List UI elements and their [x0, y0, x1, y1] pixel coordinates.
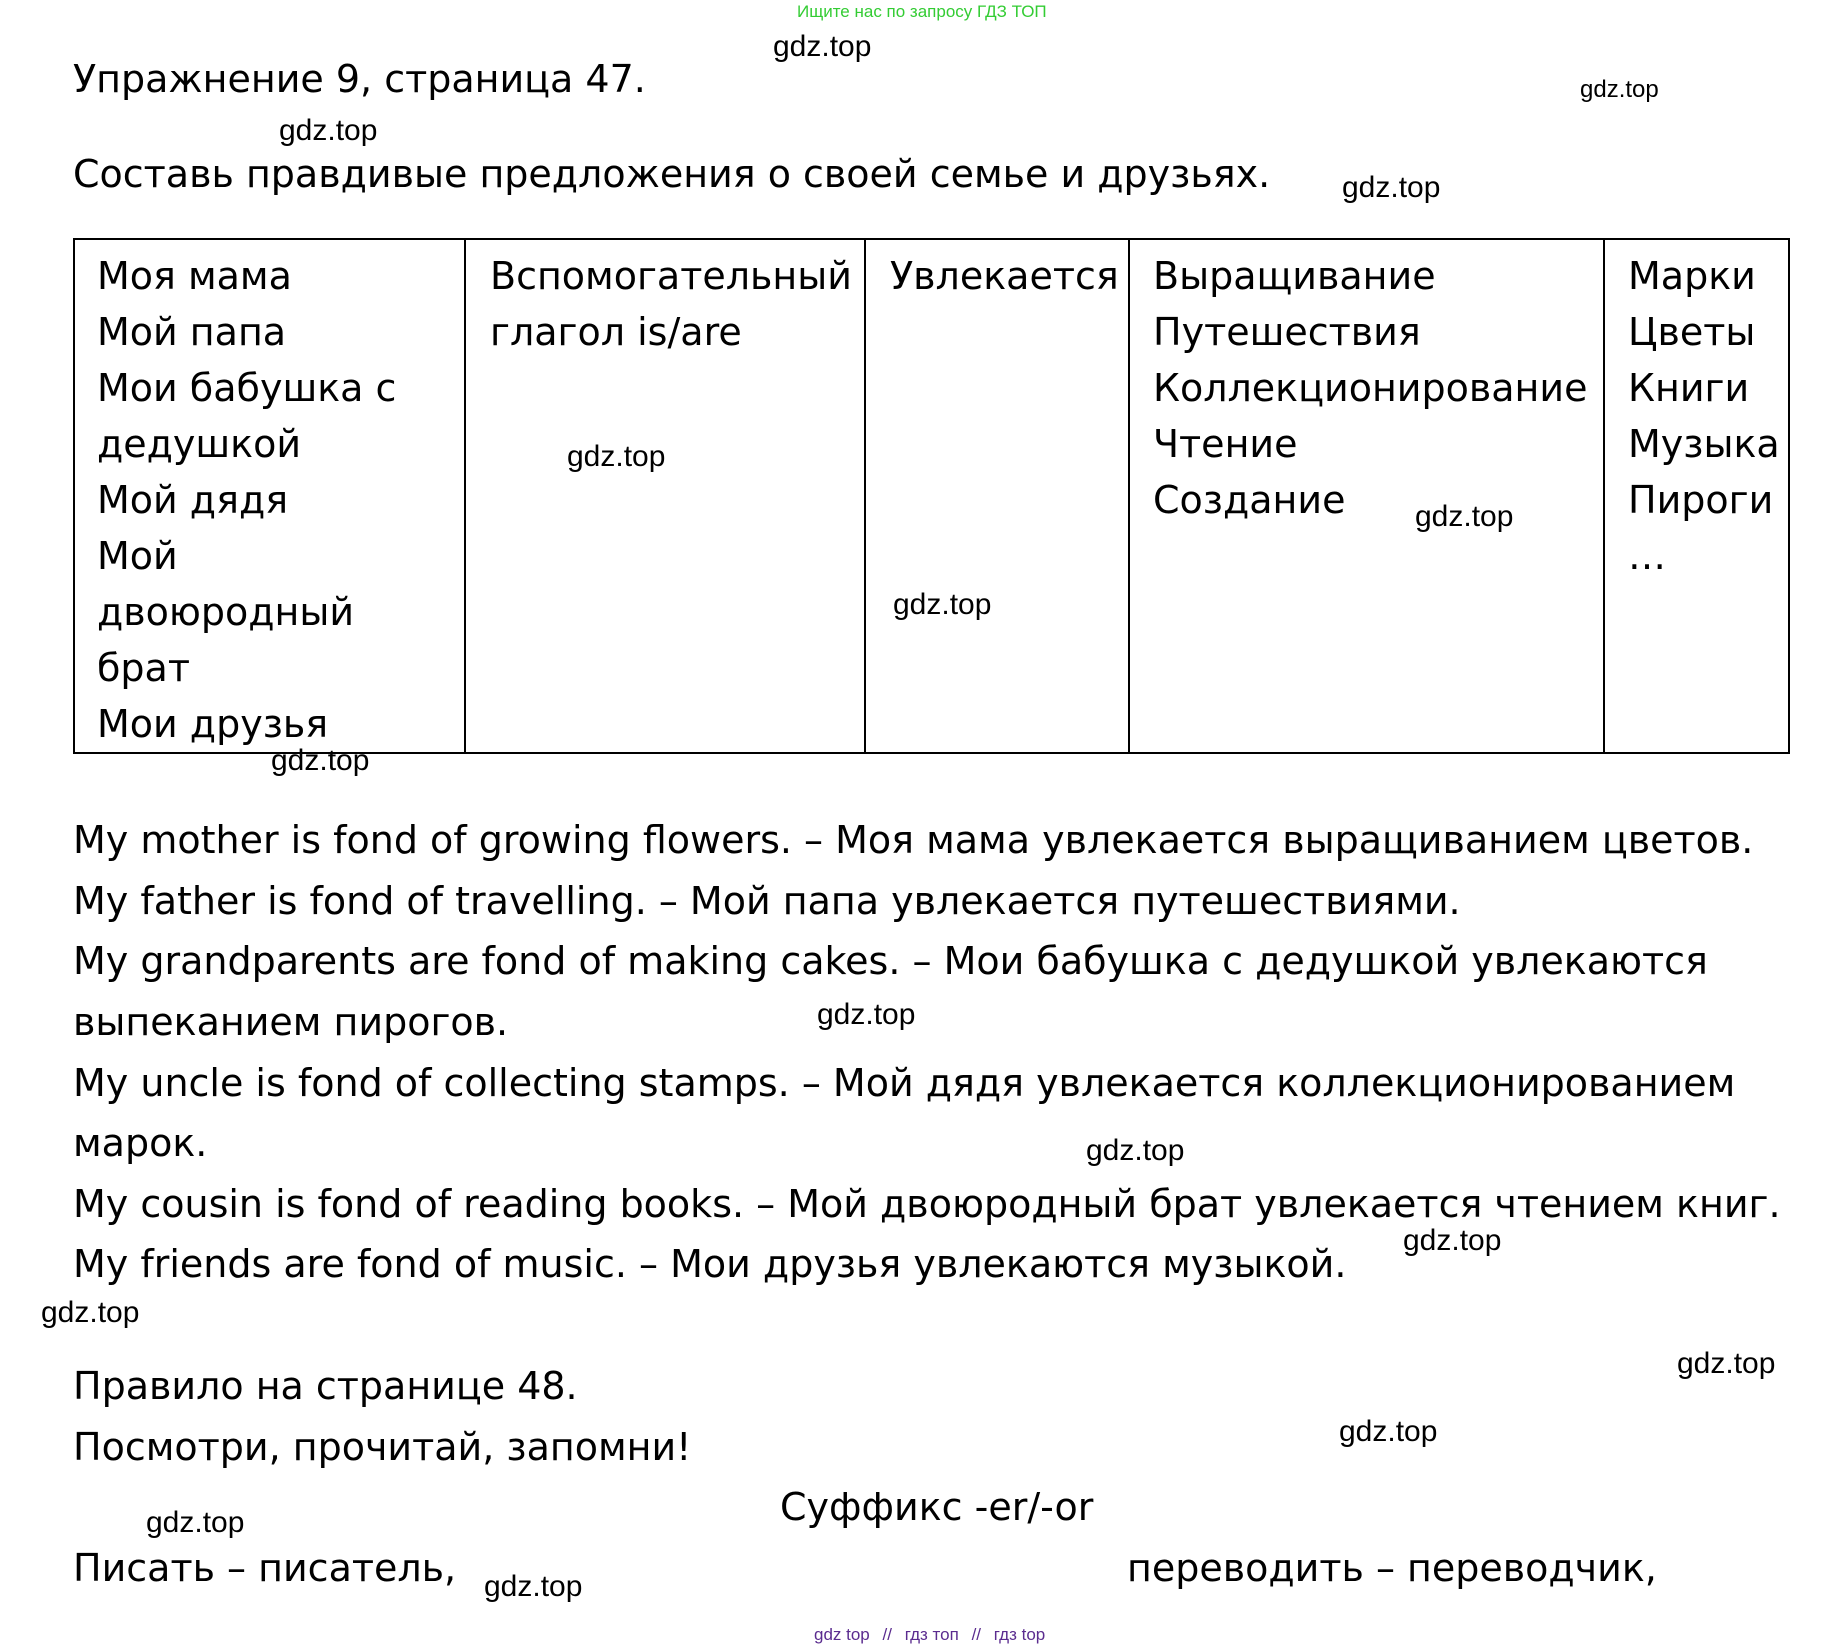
table-line: дедушкой [97, 422, 302, 466]
footer-separator: // [971, 1625, 982, 1644]
answer-line: My grandparents are fond of making cakes. – Мои бабушка с дедушкой увлекаются [73, 939, 1708, 983]
activities-cell [1129, 239, 1604, 753]
exercise-title: Упражнение 9, страница 47. [73, 57, 646, 101]
table-line: Моя мама [97, 254, 292, 298]
suffix-heading: Суффикс -er/-or [780, 1485, 1094, 1529]
footer-link[interactable]: gdz top [814, 1625, 870, 1644]
auxiliary-verb-cell [465, 239, 865, 753]
example-right: переводить – переводчик, [1127, 1546, 1657, 1590]
table-line: Чтение [1153, 422, 1298, 466]
watermark: gdz.top [484, 1570, 583, 1603]
word-table [73, 238, 1790, 754]
table-line: Мой папа [97, 310, 287, 354]
table-line: Книги [1628, 366, 1750, 410]
table-line: Мой [97, 534, 178, 578]
table-line: Мои друзья [97, 702, 329, 746]
task-instruction: Составь правдивые предложения о своей семье и друзьях. [73, 152, 1271, 196]
table-line: Мои бабушка с [97, 366, 397, 410]
watermark: gdz.top [146, 1506, 245, 1539]
watermark: gdz.top [567, 440, 666, 473]
watermark: gdz.top [1339, 1415, 1438, 1448]
verb-cell [865, 239, 1129, 753]
example-left: Писать – писатель, [73, 1546, 457, 1590]
table-line: глагол is/are [490, 310, 742, 354]
table-line: Марки [1628, 254, 1756, 298]
table-line: … [1628, 534, 1666, 578]
table-row [74, 239, 1789, 753]
watermark: gdz.top [41, 1296, 140, 1329]
footer-link[interactable]: гдз top [993, 1625, 1046, 1644]
table-line: Пироги [1628, 478, 1774, 522]
watermark: gdz.top [1580, 76, 1659, 103]
rule-instruction: Посмотри, прочитай, запомни! [73, 1425, 692, 1469]
watermark: gdz.top [1677, 1347, 1776, 1380]
watermark: gdz.top [1403, 1224, 1502, 1257]
watermark: gdz.top [279, 114, 378, 147]
watermark: gdz.top [1342, 171, 1441, 204]
table-line: Выращивание [1153, 254, 1436, 298]
answer-line: My father is fond of travelling. – Мой папа увлекается путешествиями. [73, 879, 1461, 923]
table-line: Коллекционирование [1153, 366, 1588, 410]
table-line: двоюродный [97, 590, 355, 634]
table-line: Вспомогательный [490, 254, 852, 298]
table-line: Увлекается [890, 254, 1119, 298]
objects-cell [1604, 239, 1789, 753]
table-line: Цветы [1628, 310, 1756, 354]
answer-line: My friends are fond of music. – Мои друзья увлекаются музыкой. [73, 1242, 1347, 1286]
watermark: gdz.top [1415, 500, 1514, 533]
table-line: Путешествия [1153, 310, 1421, 354]
footer-separator: // [882, 1625, 892, 1644]
watermark: gdz.top [1086, 1134, 1185, 1167]
table-line: Создание [1153, 478, 1346, 522]
footer-links [810, 1625, 1049, 1645]
watermark: gdz.top [271, 744, 370, 777]
watermark: gdz.top [773, 30, 872, 63]
rule-title: Правило на странице 48. [73, 1364, 578, 1408]
answer-line: выпеканием пирогов. [73, 1000, 509, 1044]
footer-link[interactable]: гдз топ [904, 1625, 959, 1644]
watermark: gdz.top [893, 588, 992, 621]
answer-line: My cousin is fond of reading books. – Мой двоюродный брат увлекается чтением книг. [73, 1182, 1781, 1226]
answer-line: My uncle is fond of collecting stamps. – Мой дядя увлекается коллекционированием [73, 1061, 1736, 1105]
table-line: Музыка [1628, 422, 1780, 466]
answer-line: My mother is fond of growing flowers. – Моя мама увлекается выращиванием цветов. [73, 818, 1754, 862]
answer-line: марок. [73, 1121, 208, 1165]
subjects-cell [74, 239, 465, 753]
table-line: брат [97, 646, 190, 690]
search-banner: Ищите нас по запросу ГДЗ ТОП [797, 2, 1047, 21]
watermark: gdz.top [817, 998, 916, 1031]
table-line: Мой дядя [97, 478, 289, 522]
